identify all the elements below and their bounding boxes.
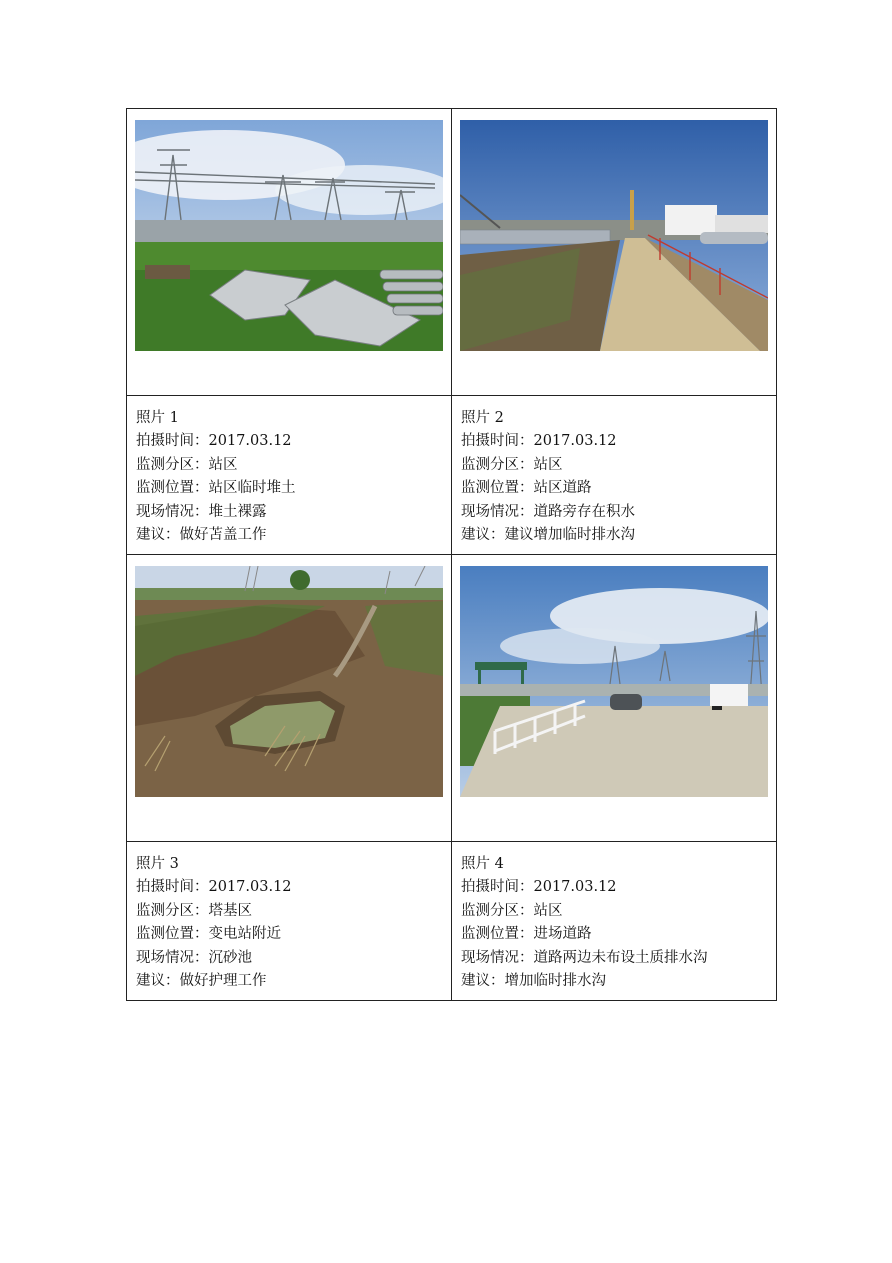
photo-3-image — [135, 566, 443, 797]
photo-1-zone: 监测分区：站区 — [136, 456, 238, 473]
photo-3-title: 照片 3 — [136, 856, 179, 872]
photo-2-suggestion: 建议：建议增加临时排水沟 — [461, 527, 635, 544]
photo-cell-1 — [127, 109, 452, 396]
caption-cell-4 — [452, 842, 777, 1001]
photo-1-suggestion: 建议：做好苫盖工作 — [136, 527, 267, 544]
photo-4-suggestion: 建议：增加临时排水沟 — [461, 973, 606, 990]
photo-2-title: 照片 2 — [461, 410, 504, 426]
photo-4-title: 照片 4 — [461, 856, 504, 872]
photo-1-image — [135, 120, 443, 351]
photo-cell-4 — [452, 555, 777, 842]
caption-cell-3 — [127, 842, 452, 1001]
photo-cell-2 — [452, 109, 777, 396]
photo-3-situation: 现场情况：沉砂池 — [136, 949, 252, 966]
photo-3-location: 监测位置：变电站附近 — [136, 926, 281, 943]
caption-cell-1 — [127, 396, 452, 555]
photo-2-situation: 现场情况：道路旁存在积水 — [461, 503, 635, 520]
photo-1-time: 拍摄时间：2017.03.12 — [136, 433, 292, 450]
photo-4-image — [460, 566, 768, 797]
photo-table — [126, 108, 777, 1001]
photo-1-location: 监测位置：站区临时堆土 — [136, 480, 296, 497]
photo-3-time: 拍摄时间：2017.03.12 — [136, 879, 292, 896]
photo-2-image — [460, 120, 768, 351]
photo-record-sheet — [126, 108, 776, 1001]
photo-3-suggestion: 建议：做好护理工作 — [136, 973, 267, 990]
photo-2-time: 拍摄时间：2017.03.12 — [461, 433, 617, 450]
photo-2-location: 监测位置：站区道路 — [461, 480, 592, 497]
photo-2-zone: 监测分区：站区 — [461, 456, 563, 473]
photo-4-time: 拍摄时间：2017.03.12 — [461, 879, 617, 896]
photo-cell-3 — [127, 555, 452, 842]
caption-cell-2 — [452, 396, 777, 555]
photo-4-situation: 现场情况：道路两边未布设土质排水沟 — [461, 949, 708, 966]
photo-3-zone: 监测分区：塔基区 — [136, 902, 252, 919]
photo-4-location: 监测位置：进场道路 — [461, 926, 592, 943]
photo-4-zone: 监测分区：站区 — [461, 902, 563, 919]
photo-1-situation: 现场情况：堆土裸露 — [136, 503, 267, 520]
photo-1-title: 照片 1 — [136, 410, 179, 426]
